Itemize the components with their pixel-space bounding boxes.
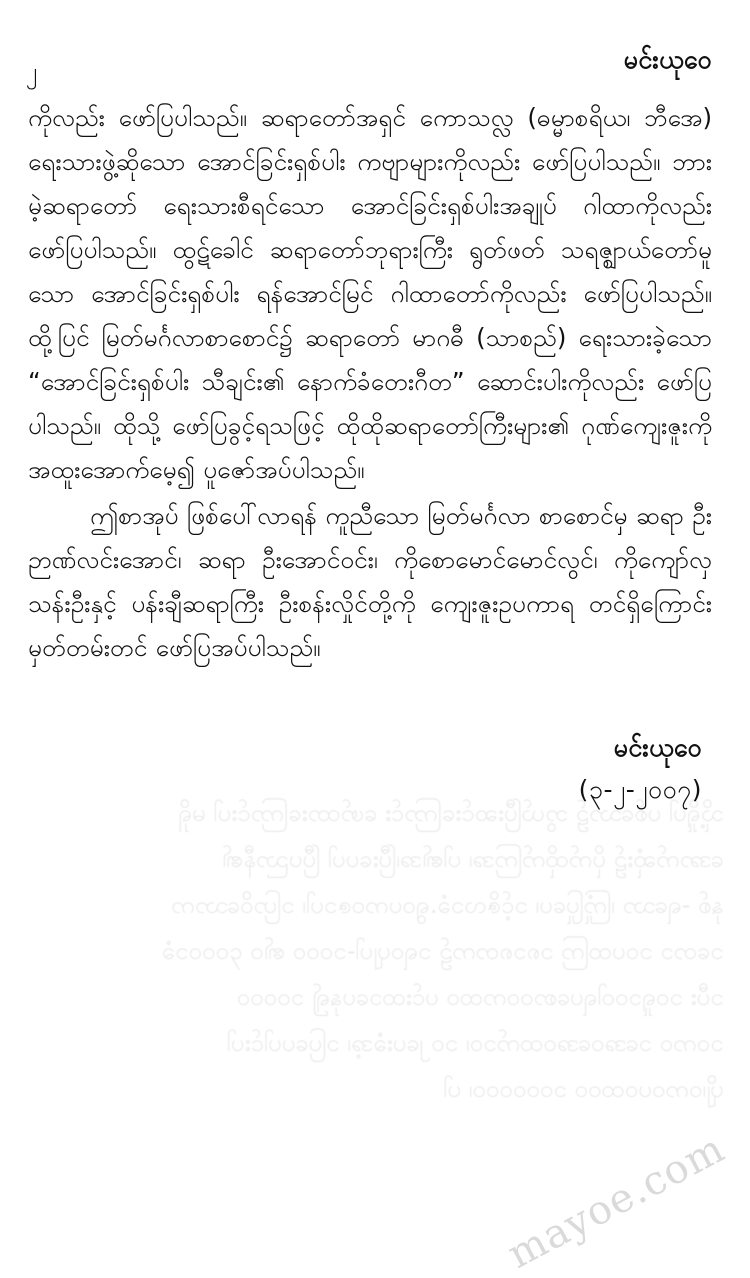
bleed-through-layer <box>0 790 750 1200</box>
paragraph-2-text: ဤစာအုပ် ဖြစ်ပေါ်လာရန် ကူညီသော မြတ်မင်္ဂလာ စာစောင်မှ ဆရာ ဦးဉာဏ်လင်းအောင်၊ ဆရာ ဦးအောင်ဝင်း၊ ကိုစောမောင်မောင်လွင်၊ ကိုကျော်လှသန်းဦးနှင့် ပန်းချီဆရာကြီး ဦးစန်းလှိုင်တို့ကို ကျေးဇူးဥပကာရ တင်ရှိကြောင်း မှတ်တမ်းတင် ဖော်ပြအပ်ပါသည်။ <box>28 501 712 662</box>
watermark: mayoe.com <box>500 1125 732 1278</box>
page-number: ၂ <box>26 59 38 85</box>
paragraph-1-text: ကိုလည်း ဖော်ပြပါသည်။ ဆရာတော်အရှင် ကောသလ္လ (ဓမ္မာစရိယ၊ ဘီအေ) ရေးသားဖွဲ့ဆိုသော အောင်ခြင်းရှစ်ပါး ကဗျာများကိုလည်း ဖော်ပြပါသည်။ ဘားမဲ့ဆရာတော် ရေးသားစီရင်သော အောင်ခြင်းရှစ်ပါးအချုပ် ဂါထာကိုလည်း ဖော်ပြပါသည်။ ထွဋ်ခေါင် ဆရာတော်ဘုရားကြီး ရွတ်ဖတ် သရဇ္ဈာယ်တော်မူသော အောင်ခြင်းရှစ်ပါး ရန်အောင်မြင် ဂါထာတော်ကိုလည်း ဖော်ပြပါသည်။ ထို့ပြင် မြတ်မင်္ဂလာစာစောင်၌ ဆရာတော် မာဂဓီ (သာစည်) ရေးသားခဲ့သော “အောင်ခြင်းရှစ်ပါး သီချင်း၏ နောက်ခံတေးဂီတ” ဆောင်းပါးကိုလည်း ဖော်ပြပါသည်။ ထိုသို့ ဖော်ပြခွင့်ရသဖြင့် ထိုထိုဆရာတော်ကြီးများ၏ ဂုဏ်ကျေးဇူးကို အထူးအောက်မေ့၍ ပူဇော်အပ်ပါသည်။ <box>28 103 712 484</box>
bleed-through-line-2: အောက်ဆုံး၌ ပိုက်ထိုက်ကြအ၊ ပါ၏အ၊ပြီးပေပါ ပြီပညာနီ၏ <box>222 845 724 873</box>
body-text <box>22 96 720 670</box>
paragraph-2 <box>28 494 712 670</box>
signature-block <box>22 728 720 812</box>
bleed-through-line-3: နှစ် -ရသော ၊ကြုံပြုပေ၊ ၁င့်ဇိလ၁ခံ.ရွ၀ပက၀ဇ၁ပါ၊ ၁ပြာဝိသောက <box>171 891 724 919</box>
bleed-through-line-1: သို့ရှိုပါ ပစ်သော၌ ဘွယ်ပြီးဆင်းကြောင်း ဖော်ထားကြောင်းပါ မရှိ <box>178 799 724 827</box>
signature-date: (၃-၂-၂၀၀၇) <box>578 775 702 804</box>
bleed-through-line-4: ၁တေ၁ ၁၀ပထကြ ၁၈၁၈တက၌ ၁ရဝပျပါ-၁၀၀၀ ၏၀ ၄၀၀၀၁ခံ <box>161 937 724 965</box>
bleed-through-line-7: ပျိ၊၀ကဝပဝထ၀၀ ၁၀၀၀၀၀၀၊ ပါ <box>443 1075 724 1103</box>
paragraph-1 <box>28 96 712 492</box>
author-name-header: မင်းယုဝေ <box>623 45 712 74</box>
page-header <box>22 44 720 90</box>
signature-name: မင်းယုဝေ <box>613 733 702 762</box>
bleed-through-line-6: ၁၀ကဝ ၁အေ၀အေ၀ထက်၁၀၊ ၁၀၂ပေးခံအ့၊ ၁ပြပေပါင်းပါ <box>226 1029 724 1057</box>
bleed-through-line-5: ၁ပီး ၁၀ရှု၁၀ဝါရပစောဝဝကထ၀ ပင်းထ၁ပေနှ၍ ၁၀၀၀၀ <box>237 983 724 1011</box>
